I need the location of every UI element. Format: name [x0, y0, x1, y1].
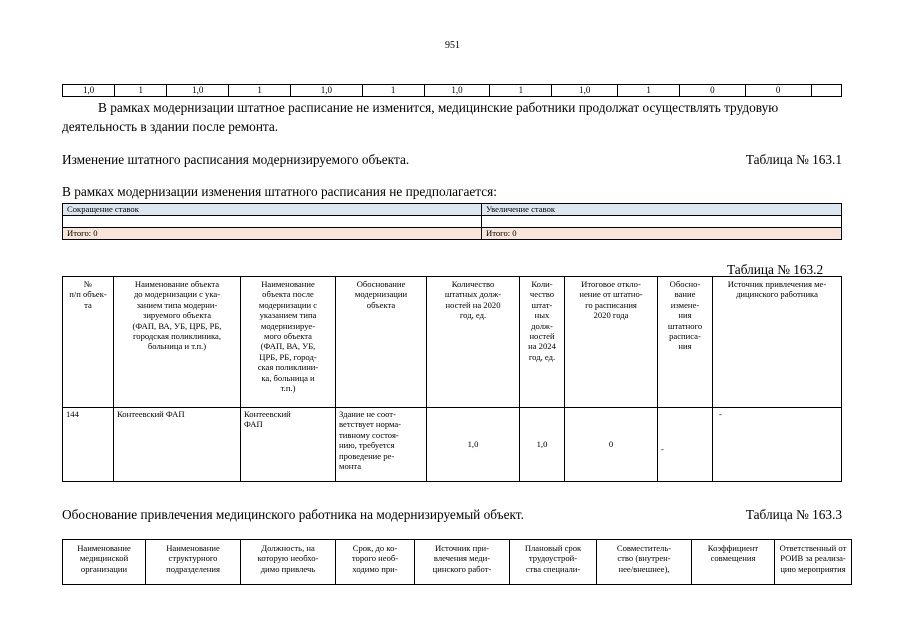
col-header: Наименование объекта до модернизации с ука- занием типа модерни- зируемого объекта (ФАП, ВА, УБ, ЦРБ, РБ, городская поликлиника, больница и т.п.)	[114, 277, 241, 408]
increase-total: Итого: 0	[482, 228, 842, 240]
change-reason: -	[658, 408, 713, 482]
table-cell: 1,0	[291, 85, 363, 97]
col-header: Обосно- вание измене- ния штатного расписа- ния	[658, 277, 713, 408]
previous-table-last-row	[62, 84, 842, 97]
total-row	[63, 228, 842, 240]
body-paragraph: В рамках модернизации штатное расписание не изменится, медицинские работники продолжат осуществлять трудовую деятельность в здании после ремонта.	[62, 100, 779, 134]
staff-change-table	[62, 203, 842, 240]
name-after: Контеевский ФАП	[241, 408, 336, 482]
table-number: Таблица № 163.1	[745, 152, 842, 167]
page-number: 951	[445, 40, 460, 51]
empty-cell	[63, 216, 482, 228]
source: -	[713, 408, 842, 482]
table-header-row	[63, 540, 852, 585]
table-cell: 1	[362, 85, 424, 97]
col-header: Срок, до ко- торого необ- ходимо при-	[336, 540, 415, 585]
col-header: Плановый срок трудоустрой- ства специали-	[510, 540, 597, 585]
caption-text: Изменение штатного расписания модернизируемого объекта.	[62, 152, 410, 167]
staff-2024: 1,0	[520, 408, 565, 482]
table-cell: 1	[618, 85, 680, 97]
increase-header: Увеличение ставок	[482, 204, 842, 216]
justification: Здание не соот- ветствует норма- тивному состоя- нию, требуется проведение ре- монта	[336, 408, 427, 482]
name-before: Контеевский ФАП	[114, 408, 241, 482]
caption-text: Обоснование привлечения медицинского работника на модернизируемый объект.	[62, 507, 524, 522]
reduction-header: Сокращение ставок	[63, 204, 482, 216]
table-row	[63, 408, 842, 482]
table-cell: 1,0	[424, 85, 490, 97]
table-number-163-2: Таблица № 163.2	[727, 262, 824, 277]
table-cell: 0	[745, 85, 811, 97]
table-cell: 1	[115, 85, 167, 97]
col-header: Источник привлечения ме- дицинского работника	[713, 277, 842, 408]
col-header: Совместитель- ство (внутрен- нее/внешнее),	[597, 540, 692, 585]
table-cell: 0	[680, 85, 746, 97]
col-header: Коэффициент совмещения	[692, 540, 775, 585]
table-cell	[811, 85, 841, 97]
table-caption-163-1	[62, 152, 842, 168]
staff-2020: 1,0	[427, 408, 520, 482]
table-cell: 1	[490, 85, 552, 97]
worker-attraction-table	[62, 539, 852, 585]
col-header: Источник при- влечения меди- цинского работ-	[415, 540, 510, 585]
table-cell: 1	[229, 85, 291, 97]
reduction-total: Итого: 0	[63, 228, 482, 240]
staff-note: В рамках модернизации изменения штатного расписания не предполагается:	[62, 184, 497, 199]
col-header: Должность, на которую необхо- димо привлечь	[241, 540, 336, 585]
col-header: Наименование структурного подразделения	[146, 540, 241, 585]
empty-cell	[482, 216, 842, 228]
col-header: Коли- чество штат- ных долж- ностей на 2024 год, ед.	[520, 277, 565, 408]
table-header-row	[63, 204, 842, 216]
col-header: Количество штатных долж- ностей на 2020 год, ед.	[427, 277, 520, 408]
col-header: Обоснование модернизации объекта	[336, 277, 427, 408]
col-header: Ответственный от РОИВ за реализа- цию мероприятия	[775, 540, 852, 585]
table-caption-163-3	[62, 507, 842, 523]
col-header: Итоговое откло- нение от штатно- го расписания 2020 года	[565, 277, 658, 408]
table-cell: 1,0	[63, 85, 115, 97]
table-number: Таблица № 163.3	[745, 507, 842, 522]
table-cell: 1,0	[552, 85, 618, 97]
deviation: 0	[565, 408, 658, 482]
modernization-table	[62, 276, 842, 482]
table-header-row	[63, 277, 842, 408]
table-cell: 1,0	[167, 85, 229, 97]
object-number: 144	[63, 408, 114, 482]
table-row	[63, 216, 842, 228]
table-row	[63, 85, 842, 97]
col-header: Наименование медицинской организации	[63, 540, 146, 585]
col-header: № п/п объек- та	[63, 277, 114, 408]
col-header: Наименование объекта после модернизации с указанием типа модернизируе- мого объекта (ФАП, ВА, УБ, ЦРБ, РБ, город- ская поликлини- ка, больница и т.п.)	[241, 277, 336, 408]
